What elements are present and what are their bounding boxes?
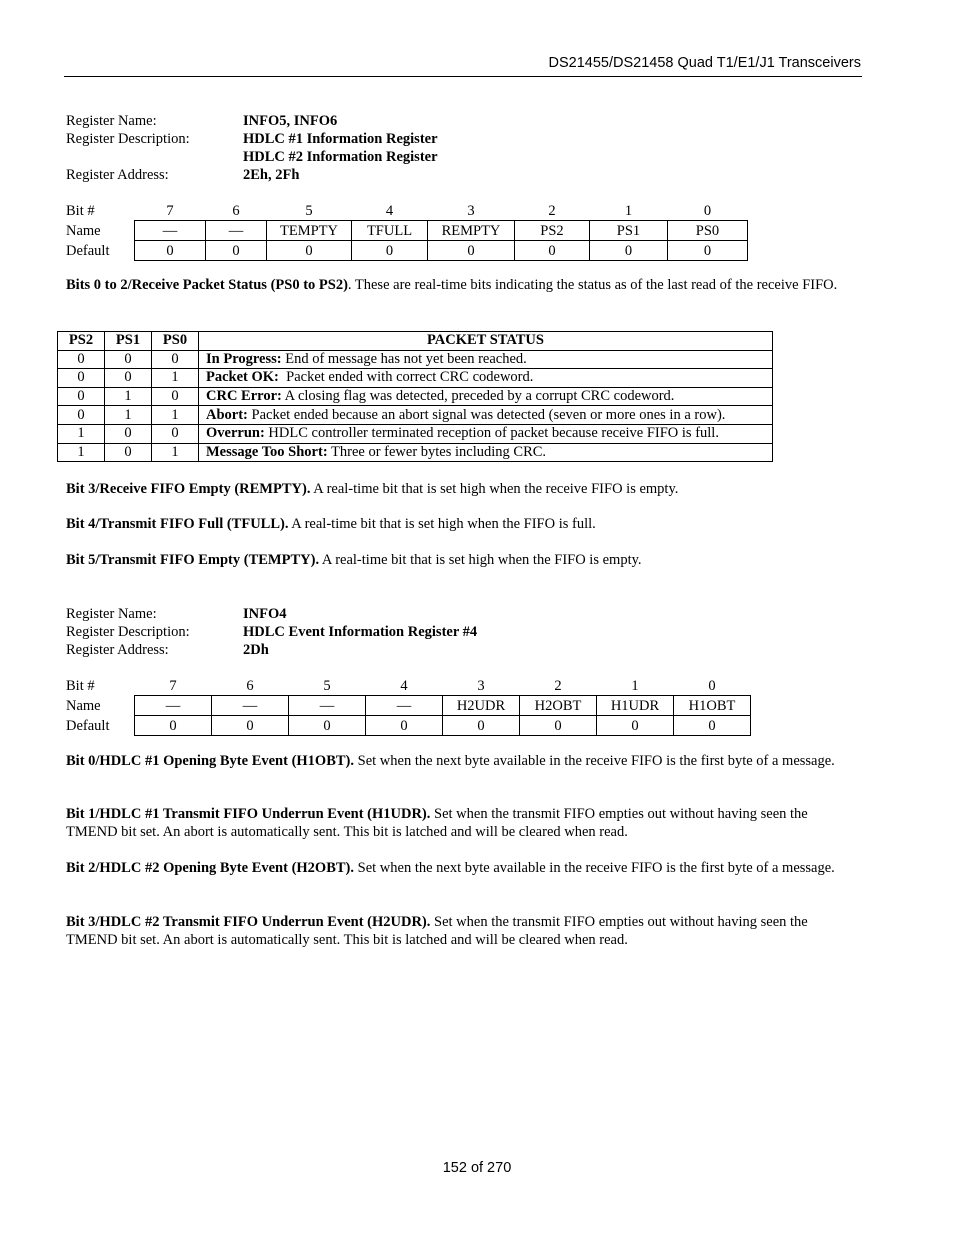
register-description-value: HDLC #1 Information Register	[243, 131, 438, 147]
table-row: 0 1 0 CRC Error: A closing flag was detected, preceded by a corrupt CRC codeword.	[58, 387, 773, 406]
bit-number: 2	[554, 677, 562, 694]
bit-default: 0	[212, 716, 289, 736]
page-number: 152 of 270	[442, 1160, 512, 1176]
column-header-ps2: PS2	[58, 332, 105, 351]
table-row: 1 0 0 Overrun: HDLC controller terminated reception of packet because receive FIFO is full.	[58, 424, 773, 443]
header-rule	[64, 76, 862, 77]
bit-default: 0	[515, 241, 590, 261]
bit-default: 0	[289, 716, 366, 736]
bit-name: REMPTY	[428, 221, 515, 241]
page-header-title: DS21455/DS21458 Quad T1/E1/J1 Transceivers	[548, 55, 861, 71]
bit-number: 2	[548, 202, 556, 219]
packet-status-table	[57, 331, 773, 462]
bit-default: 0	[267, 241, 352, 261]
bit-name: —	[212, 696, 289, 716]
register-name-value: INFO4	[243, 606, 287, 622]
bit-name: PS2	[515, 221, 590, 241]
bit-number: 7	[166, 202, 174, 219]
bit-number: 5	[323, 677, 331, 694]
register-name-value: INFO5, INFO6	[243, 113, 338, 129]
bit-name: PS0	[668, 221, 748, 241]
register-address-label: Register Address:	[66, 642, 169, 658]
register-description-value-2: HDLC #2 Information Register	[243, 149, 438, 165]
column-header-packet-status: PACKET STATUS	[199, 332, 773, 351]
bit3-h2udr-description: Bit 3/HDLC #2 Transmit FIFO Underrun Event (H2UDR). Set when the transmit FIFO empties out without having seen the TMEND bit set. An abort is automatically sent. This bit is latched and will be cleared when read.	[66, 914, 808, 948]
bit-default: 0	[674, 716, 751, 736]
bit-name: —	[135, 221, 206, 241]
bit-name: TFULL	[352, 221, 428, 241]
register-name-label: Register Name:	[66, 606, 157, 622]
register-address-label: Register Address:	[66, 167, 169, 183]
bit-name: TEMPTY	[267, 221, 352, 241]
default-row-label: Default	[66, 717, 110, 734]
table-row: 0 0 1 Packet OK: Packet ended with correct CRC codeword.	[58, 369, 773, 388]
bit-number: 6	[232, 202, 240, 219]
bit-number: 1	[624, 202, 633, 219]
bit-number: 1	[631, 677, 639, 694]
bit-default: 0	[135, 716, 212, 736]
bit-number: 4	[400, 677, 408, 694]
bit-default: 0	[668, 241, 748, 261]
register-info-info5-info6	[66, 112, 438, 184]
bit-default: 0	[135, 241, 206, 261]
register-info-info4	[66, 605, 477, 659]
bit-number: 7	[169, 677, 177, 694]
table-row: 0 1 1 Abort: Packet ended because an abort signal was detected (seven or more ones in a row).	[58, 406, 773, 425]
bit3-description: Bit 3/Receive FIFO Empty (REMPTY). A real-time bit that is set high when the receive FIFO is empty.	[66, 481, 679, 497]
bit-name: H2UDR	[443, 696, 520, 716]
bit-name: —	[206, 221, 267, 241]
bit-number: 4	[385, 202, 394, 219]
bit-name: PS1	[590, 221, 668, 241]
table-row: 0 0 0 In Progress: End of message has not yet been reached.	[58, 350, 773, 369]
bit-name: H1OBT	[674, 696, 751, 716]
name-row-label: Name	[66, 222, 101, 239]
register-address-value: 2Eh, 2Fh	[243, 167, 300, 183]
bit-default: 0	[428, 241, 515, 261]
bit1-description: Bit 1/HDLC #1 Transmit FIFO Underrun Event (H1UDR). Set when the transmit FIFO empties out without having seen the TMEND bit set. An abort is automatically sent. This bit is latched and will be cleared when read.	[66, 806, 808, 840]
default-row-label: Default	[66, 242, 110, 259]
bit-number: 5	[305, 202, 313, 219]
packet-status-description: Bits 0 to 2/Receive Packet Status (PS0 to PS2). These are real-time bits indicating the status as of the last read of the receive FIFO.	[66, 277, 838, 293]
bit-default: 0	[443, 716, 520, 736]
bit-number: 3	[477, 677, 485, 694]
bit-name: H1UDR	[597, 696, 674, 716]
bit4-description: Bit 4/Transmit FIFO Full (TFULL). A real-time bit that is set high when the FIFO is full.	[66, 516, 596, 532]
register-description-label: Register Description:	[66, 131, 190, 147]
bit-number: 3	[467, 202, 475, 219]
bit-number: 6	[246, 677, 254, 694]
bit-name: —	[135, 696, 212, 716]
register-description-label: Register Description:	[66, 624, 190, 640]
bit-row-label: Bit #	[66, 202, 95, 219]
bit5-description: Bit 5/Transmit FIFO Empty (TEMPTY). A real-time bit that is set high when the FIFO is empty.	[66, 552, 642, 568]
bit-table-info5-info6	[66, 201, 748, 261]
name-row-label: Name	[66, 697, 101, 714]
bit-name: —	[289, 696, 366, 716]
column-header-ps0: PS0	[152, 332, 199, 351]
register-description-value: HDLC Event Information Register #4	[243, 624, 478, 640]
bit-default: 0	[366, 716, 443, 736]
register-address-value: 2Dh	[243, 642, 269, 658]
column-header-ps1: PS1	[105, 332, 152, 351]
bit-number: 0	[708, 677, 716, 694]
bit-table-info4	[66, 676, 751, 736]
bit-default: 0	[352, 241, 428, 261]
bit-default: 0	[520, 716, 597, 736]
table-row: 1 0 1 Message Too Short: Three or fewer bytes including CRC.	[58, 443, 773, 462]
bit-default: 0	[590, 241, 668, 261]
bit-default: 0	[206, 241, 267, 261]
bit-name: H2OBT	[520, 696, 597, 716]
bit-number: 0	[703, 202, 712, 219]
bit-name: —	[366, 696, 443, 716]
bit-default: 0	[597, 716, 674, 736]
bit0-description: Bit 0/HDLC #1 Opening Byte Event (H1OBT). Set when the next byte available in the receive FIFO is the first byte of a message.	[66, 753, 835, 769]
register-name-label: Register Name:	[66, 113, 157, 129]
bit-row-label: Bit #	[66, 677, 95, 694]
bit2-description: Bit 2/HDLC #2 Opening Byte Event (H2OBT). Set when the next byte available in the receive FIFO is the first byte of a message.	[66, 860, 835, 876]
